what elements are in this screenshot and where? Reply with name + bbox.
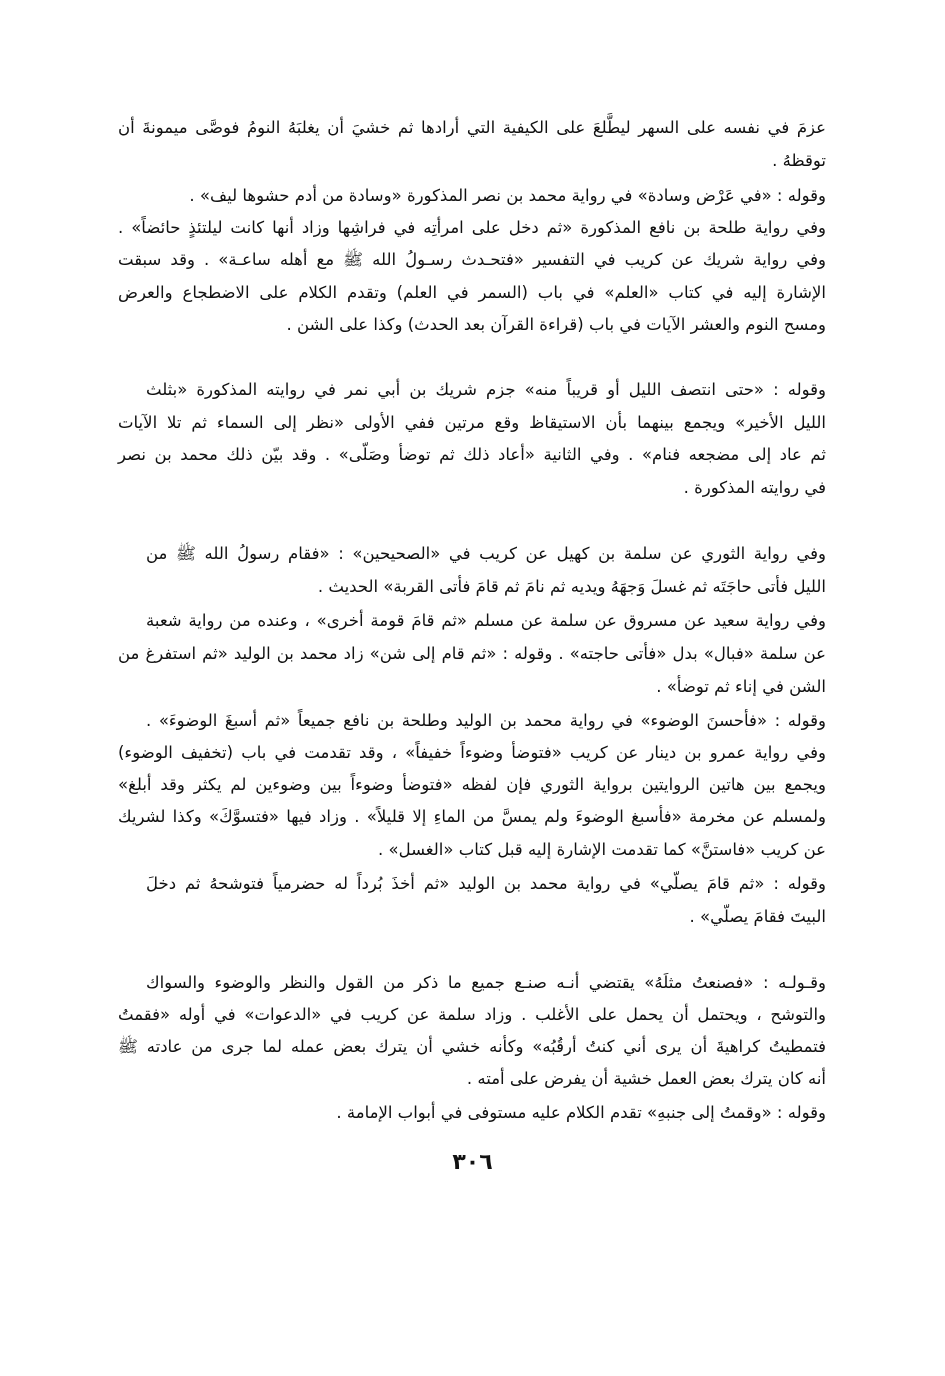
text-line: وفي رواية الثوري عن سلمة بن كهيل عن كريب في «الصحيحين» : «فقام رسولُ الله ﷺ من xyxy=(146,544,826,563)
text-line: وقوله : «وقمتُ إلى جنبهِ» تقدم الكلام عليه مستوفى في أبواب الإمامة . xyxy=(336,1103,826,1122)
text-line: وفي رواية عمرو بن دينار عن كريب «فتوضأ وضوءاً خفيفاً» ، وقد تقدمت في باب (تخفيف الوضوء) xyxy=(118,743,826,762)
text-line: ثم عاد إلى مضجعه فنام» . وفي الثانية «أعاد ذلك ثم توضأ وصَلّى» . وقد بيّن ذلك محمد بن نصر xyxy=(118,445,826,464)
text-line: وقوله : «في عَرْض وسادة» في رواية محمد بن نصر المذكورة «وسادة من أدم حشوها ليف» . xyxy=(189,186,826,205)
text-line: الشن في إناء ثم توضأ» . xyxy=(656,677,826,696)
text-line: الليل الأخير» ويجمع بينهما بأن الاستيقاظ وقع مرتين ففي الأولى «نظر إلى السماء ثم تلا الآيات xyxy=(118,413,826,432)
text-line: الإشارة إليه في كتاب «العلم» في باب (السمر في العلم) وتقدم الكلام على الاضطجاع والعرض xyxy=(118,283,826,302)
text-line: وقوله : «ثم قامَ يصلّي» في رواية محمد بن الوليد «ثم أخذَ بُرداً له حضرمياً فتوشحهُ ثم دخلَ xyxy=(146,874,826,893)
text-line: ومسح النوم والعشر الآيات في باب (قراءة القرآن بعد الحدث) وكذا على الشن . xyxy=(286,315,826,334)
text-line: وفي رواية طلحة بن نافع المذكورة «ثم دخل على امرأتِه في فراشِها وزاد أنها كانت ليلتئذٍ حائضاً» . xyxy=(118,218,826,237)
text-line: أنه كان يترك بعض العمل خشية أن يفرض على أمته . xyxy=(466,1069,826,1088)
text-line: عن سلمة «فبال» بدل «فأتى حاجته» . وقوله : «ثم قام إلى شن» زاد محمد بن الوليد «ثم استفرغ من xyxy=(118,644,826,663)
text-line: وقوله : «فأحسنَ الوضوء» في رواية محمد بن الوليد وطلحة بن نافع جميعاً «ثم أسبغَ الوضوءَ» . xyxy=(146,711,826,730)
text-line: عزمَ في نفسه على السهر ليطَّلعَ على الكيفية التي أرادها ثم خشيَ أن يغلبَهُ النومُ فوصَّى ميمونةَ أن xyxy=(118,118,826,137)
text-line: في روايته المذكورة . xyxy=(683,478,826,497)
text-line: توقظهُ . xyxy=(772,151,826,170)
text-line: وفي رواية شريك عن كريب في التفسير «فتحـدث رسـولُ الله ﷺ مع أهله ساعـة» . وقد سبقت xyxy=(118,250,826,269)
text-line: عن كريب «فاستنَّ» كما تقدمت الإشارة إليه قبل كتاب «الغسل» . xyxy=(377,840,826,859)
text-line: ولمسلم عن مخرمة «فأسبغ الوضوءَ ولم يمسَّ من الماءِ إلا قليلاً» . وزاد فيها «فتسوَّكَ» وكذا لشريك xyxy=(118,807,826,826)
text-line: الليل فأتى حاجَتَه ثم غسلَ وَجهَهُ ويديه ثم نامَ ثم قامَ فأتى القربة» الحديث . xyxy=(317,577,826,596)
text-line: وفي رواية سعيد عن مسروق عن سلمة عن مسلم «ثم قامَ قومة أخرى» ، وعنده من رواية شعبة xyxy=(146,611,826,630)
text-line: والتوشح ، ويحتمل أن يحمل على الأغلب . وزاد سلمة عن كريب في «الدعوات» في أوله «فقمتُ xyxy=(118,1005,826,1024)
text-line: البيتَ فقامَ يصلّي» . xyxy=(689,907,826,926)
text-line: ويجمع بين هاتين الروايتين برواية الثوري فإن لفظه «فتوضأ وضوءاً بين وضوءين لم يكثر وقد أبلغ» xyxy=(118,775,826,794)
text-line: وقـولـه : «فصنعتُ مثلَهُ» يقتضي أنـه صنـع جميع ما ذكر من القول والنظر والوضوء والسواك xyxy=(146,973,826,992)
text-line: فتمطيتُ كراهيةَ أن يرى أني كنتُ أرقُبُه» وكأنه خشي أن يترك بعض عمله لما جرى من عادته ﷺ xyxy=(118,1037,826,1056)
page-number: ٣٠٦ xyxy=(452,1150,493,1175)
text-line: وقوله : «حتى انتصف الليل أو قريباً منه» جزم شريك بن أبي نمر في روايته المذكورة «بثلث xyxy=(146,380,826,399)
